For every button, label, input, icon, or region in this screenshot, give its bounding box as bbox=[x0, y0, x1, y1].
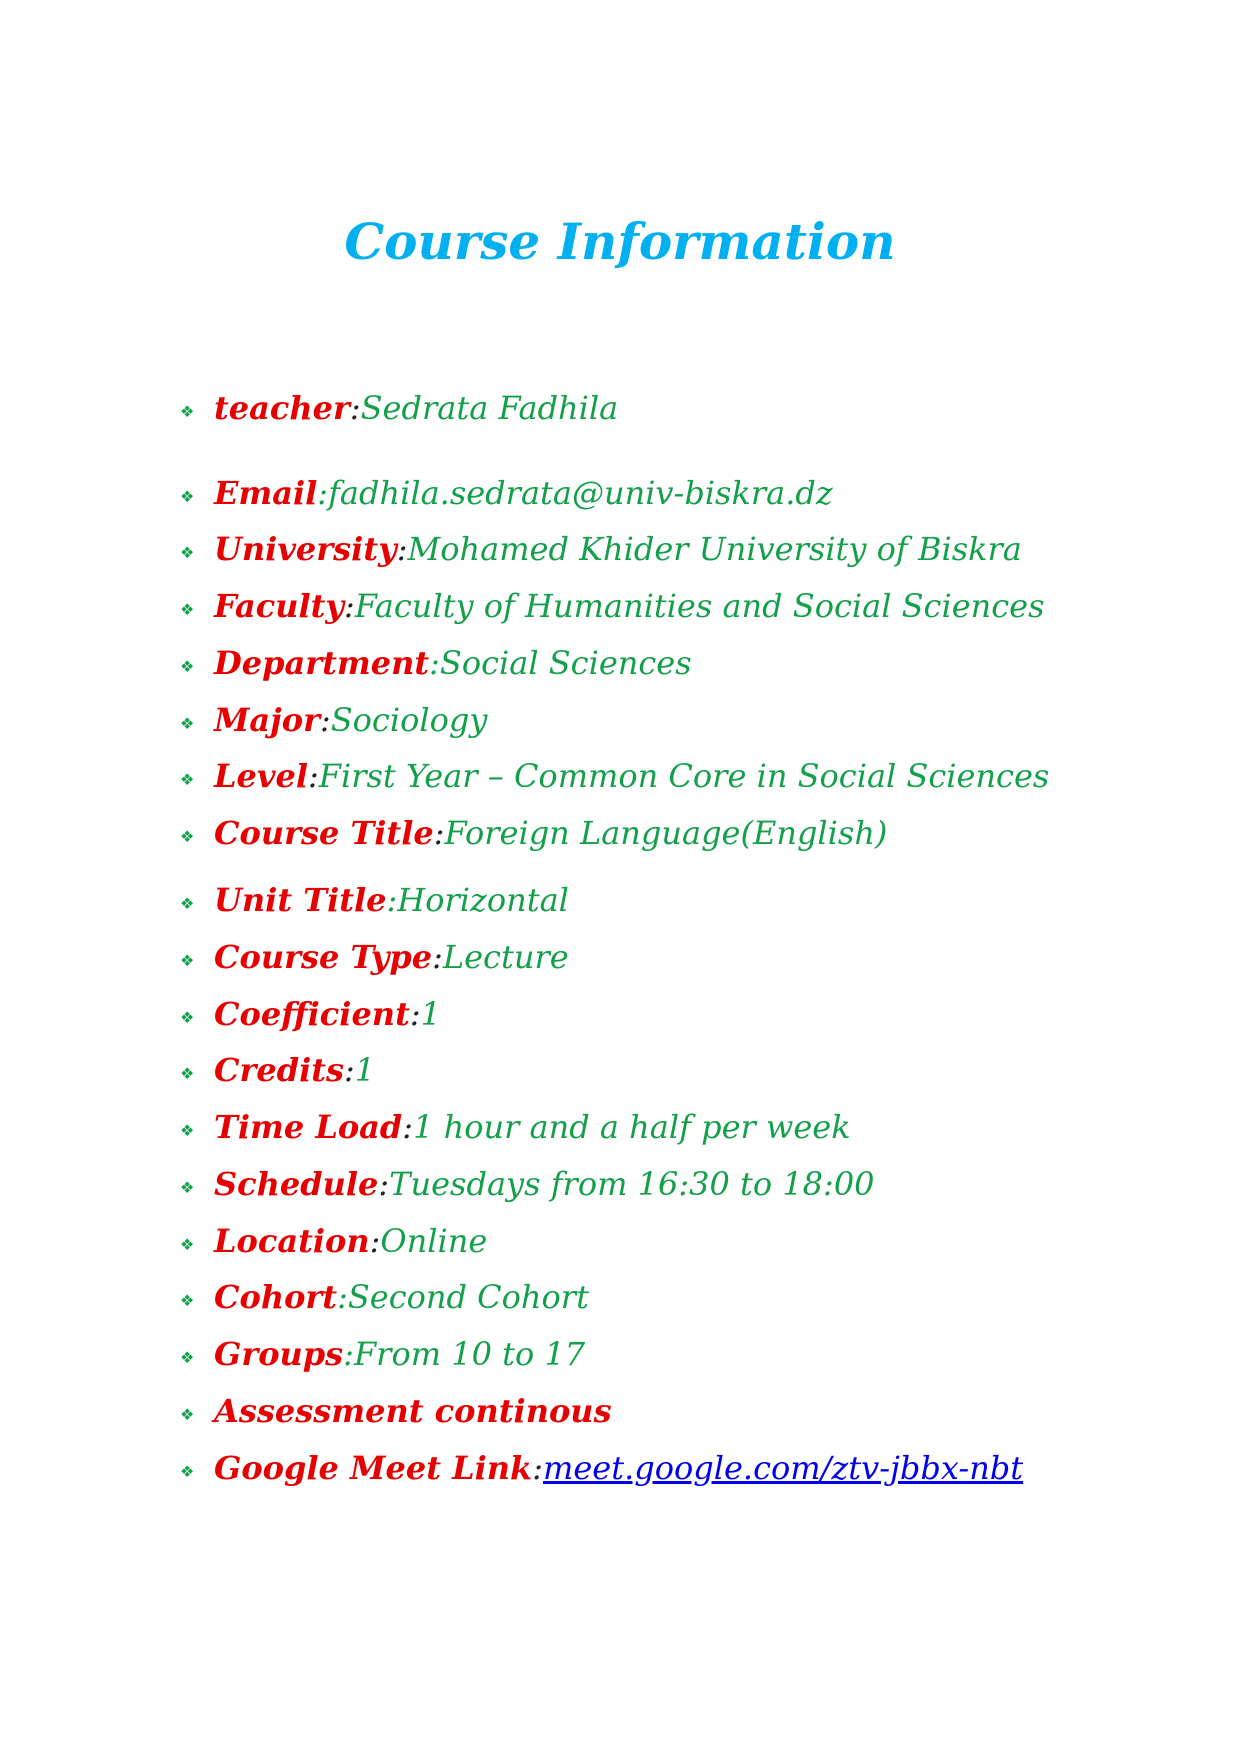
faculty-separator: : bbox=[343, 587, 355, 625]
credits-separator: : bbox=[344, 1051, 355, 1089]
info-item-email bbox=[180, 468, 833, 518]
info-item-course-title bbox=[180, 808, 887, 858]
major-separator: : bbox=[319, 701, 331, 739]
location-value: Online bbox=[380, 1222, 488, 1260]
bullet-icon: ❖ bbox=[180, 950, 195, 970]
info-item-assessment bbox=[180, 1386, 612, 1436]
bullet-icon: ❖ bbox=[180, 542, 195, 562]
info-item-credits bbox=[180, 1045, 375, 1095]
coefficient-value: 1 bbox=[420, 995, 441, 1033]
bullet-icon: ❖ bbox=[180, 1177, 195, 1197]
info-item-google-meet bbox=[180, 1443, 1023, 1493]
unit-title-separator: : bbox=[386, 881, 398, 919]
level-value: First Year – Common Core in Social Sciences bbox=[318, 757, 1050, 795]
course-title-label: Course Title bbox=[214, 814, 434, 852]
level-separator: : bbox=[307, 757, 319, 795]
location-separator: : bbox=[369, 1222, 381, 1260]
course-title-value: Foreign Language(English) bbox=[444, 814, 888, 852]
teacher-label: teacher bbox=[214, 389, 350, 427]
coefficient-separator: : bbox=[409, 995, 421, 1033]
bullet-icon: ❖ bbox=[180, 599, 195, 619]
time-load-value: 1 hour and a half per week bbox=[413, 1108, 851, 1146]
bullet-icon: ❖ bbox=[180, 1063, 195, 1083]
bullet-icon: ❖ bbox=[180, 893, 195, 913]
info-item-teacher bbox=[180, 383, 618, 433]
info-item-groups bbox=[180, 1329, 585, 1379]
email-separator: : bbox=[317, 474, 329, 512]
info-item-major bbox=[180, 695, 487, 745]
bullet-icon: ❖ bbox=[180, 769, 195, 789]
bullet-icon: ❖ bbox=[180, 1120, 195, 1140]
bullet-icon: ❖ bbox=[180, 656, 195, 676]
major-value: Sociology bbox=[330, 701, 488, 739]
department-label: Department bbox=[214, 644, 430, 682]
info-item-location bbox=[180, 1216, 487, 1266]
bullet-icon: ❖ bbox=[180, 1347, 195, 1367]
info-item-university bbox=[180, 524, 1022, 574]
bullet-icon: ❖ bbox=[180, 1404, 195, 1424]
university-separator: : bbox=[396, 530, 408, 568]
bullet-icon: ❖ bbox=[180, 1461, 195, 1481]
location-label: Location bbox=[214, 1222, 370, 1260]
bullet-icon: ❖ bbox=[180, 486, 195, 506]
teacher-value: Sedrata Fadhila bbox=[360, 389, 619, 427]
page-title: Course Information bbox=[344, 212, 896, 271]
info-item-course-type bbox=[180, 932, 569, 982]
schedule-value: Tuesdays from 16:30 to 18:00 bbox=[389, 1165, 875, 1203]
google-meet-label: Google Meet Link bbox=[214, 1449, 533, 1487]
info-item-unit-title bbox=[180, 875, 569, 925]
info-item-time-load bbox=[180, 1102, 851, 1152]
university-value: Mohamed Khider University of Biskra bbox=[407, 530, 1022, 568]
course-type-label: Course Type bbox=[214, 938, 433, 976]
credits-value: 1 bbox=[354, 1051, 376, 1089]
bullet-icon: ❖ bbox=[180, 1234, 195, 1254]
unit-title-label: Unit Title bbox=[214, 881, 387, 919]
course-type-value: Lecture bbox=[442, 938, 569, 976]
bullet-icon: ❖ bbox=[180, 713, 195, 733]
credits-label: Credits bbox=[214, 1051, 345, 1089]
groups-separator: : bbox=[343, 1335, 354, 1373]
schedule-label: Schedule bbox=[214, 1165, 379, 1203]
assessment-label: Assessment continous bbox=[214, 1392, 612, 1430]
info-item-level bbox=[180, 751, 1049, 801]
email-label: Email bbox=[214, 474, 318, 512]
coefficient-label: Coefficient bbox=[214, 995, 410, 1033]
info-item-schedule bbox=[180, 1159, 875, 1209]
bullet-icon: ❖ bbox=[180, 826, 195, 846]
info-item-department bbox=[180, 638, 692, 688]
bullet-icon: ❖ bbox=[180, 401, 195, 421]
cohort-value: Second Cohort bbox=[347, 1278, 589, 1316]
level-label: Level bbox=[214, 757, 308, 795]
department-value: Social Sciences bbox=[439, 644, 692, 682]
course-title-separator: : bbox=[433, 814, 445, 852]
faculty-value: Faculty of Humanities and Social Sciences bbox=[354, 587, 1045, 625]
cohort-separator: : bbox=[337, 1278, 348, 1316]
university-label: University bbox=[214, 530, 397, 568]
course-type-separator: : bbox=[432, 938, 443, 976]
groups-label: Groups bbox=[214, 1335, 344, 1373]
faculty-label: Faculty bbox=[214, 587, 344, 625]
teacher-separator: : bbox=[349, 389, 361, 427]
info-item-cohort bbox=[180, 1272, 589, 1322]
bullet-icon: ❖ bbox=[180, 1290, 195, 1310]
groups-value: From 10 to 17 bbox=[353, 1335, 586, 1373]
google-meet-link[interactable]: meet.google.com/ztv-jbbx-nbt bbox=[542, 1449, 1024, 1487]
time-load-separator: : bbox=[402, 1108, 414, 1146]
bullet-icon: ❖ bbox=[180, 1007, 195, 1027]
google-meet-separator: : bbox=[532, 1449, 543, 1487]
major-label: Major bbox=[214, 701, 320, 739]
time-load-label: Time Load bbox=[214, 1108, 403, 1146]
unit-title-value: Horizontal bbox=[397, 881, 569, 919]
schedule-separator: : bbox=[378, 1165, 390, 1203]
email-value: fadhila.sedrata@univ-biskra.dz bbox=[328, 474, 833, 512]
info-item-coefficient bbox=[180, 989, 441, 1039]
cohort-label: Cohort bbox=[214, 1278, 338, 1316]
department-separator: : bbox=[429, 644, 440, 682]
info-item-faculty bbox=[180, 581, 1045, 631]
